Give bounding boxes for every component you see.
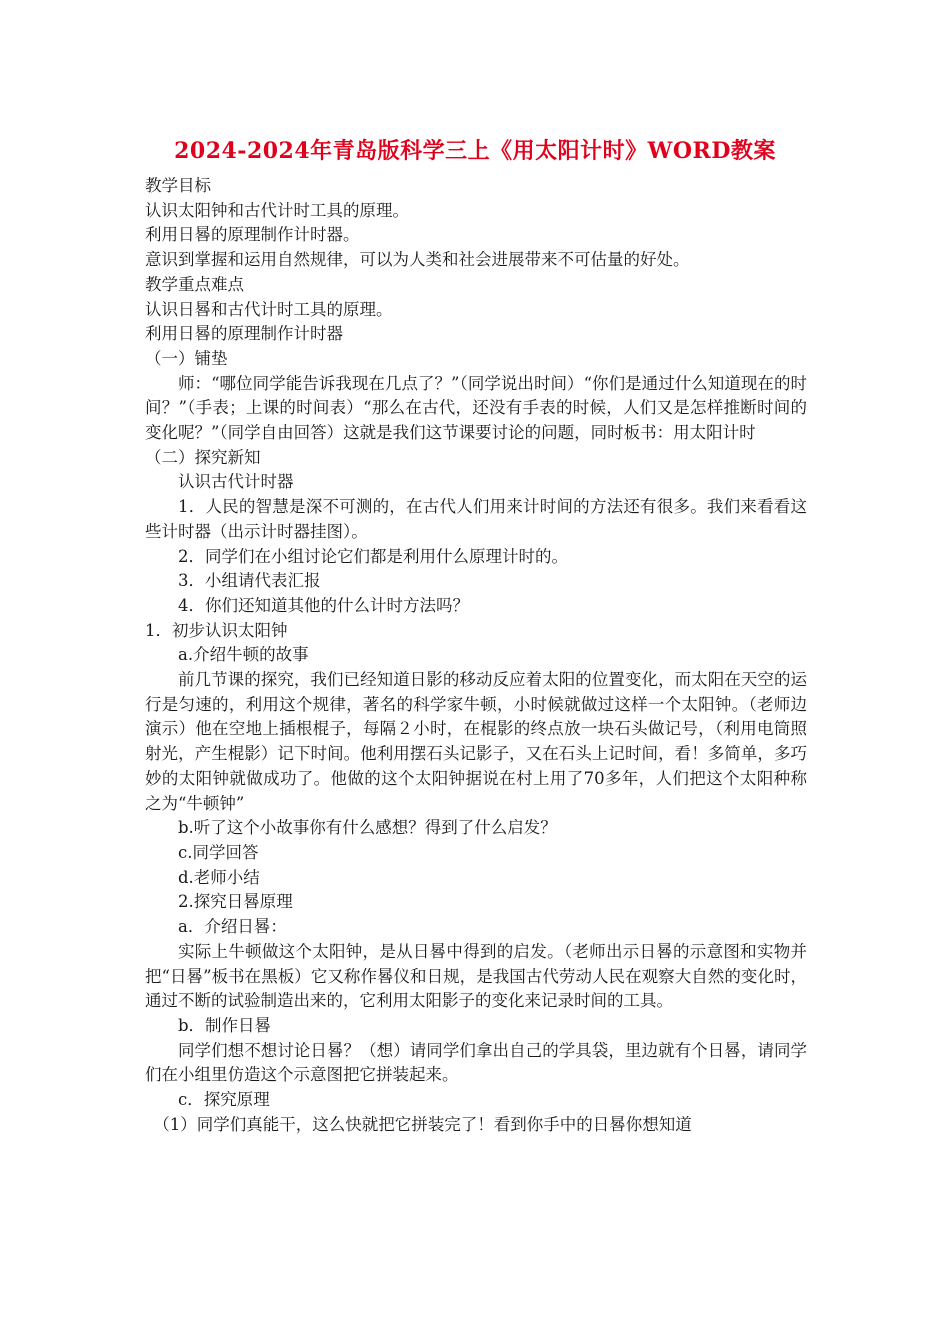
key-point-item: 利用日晷的原理制作计时器 [145,324,343,344]
subsection-heading: 2.探究日晷原理 [178,892,293,912]
paragraph: 实际上牛顿做这个太阳钟，是从日晷中得到的启发。（老师出示日晷的示意图和实物并把“日晷”板书在黑板）它又称作晷仪和日规，是我国古代劳动人民在观察大自然的变化时，通过不断的试验制造出来的，它利用太阳影子的变化来记录时间的工具。 [145,941,807,1011]
heading-teaching-goals: 教学目标 [145,176,211,195]
list-item: c.同学回答 [178,842,259,862]
list-item: b.听了这个小故事你有什么感想？得到了什么启发？ [178,818,557,838]
list-item: 3．小组请代表汇报 [178,571,321,591]
paragraph: 师：“哪位同学能告诉我现在几点了？”（同学说出时间）“你们是通过什么知道现在的时间？”（手表；上课的时间表）“那么在古代，还没有手表的时候，人们又是怎样推断时间的变化呢？”（同学自由回答）这就是我们这节课要讨论的问题，同时板书：用太阳计时 [145,373,807,443]
subsection-heading: 认识古代计时器 [178,472,294,492]
list-item: c．探究原理 [178,1090,270,1110]
heading-key-points: 教学重点难点 [145,274,244,294]
list-item: 4．你们还知道其他的什么计时方法吗？ [178,595,469,615]
list-item: 2．同学们在小组讨论它们都是利用什么原理计时的。 [178,546,568,566]
list-item: b．制作日晷 [178,1015,272,1035]
goal-item: 认识太阳钟和古代计时工具的原理。 [145,200,409,220]
key-point-item: 认识日晷和古代计时工具的原理。 [145,299,393,319]
list-item: a.介绍牛顿的故事 [178,645,309,665]
list-item: 1．人民的智慧是深不可测的，在古代人们用来计时间的方法还有很多。我们来看看这些计时器（出示计时器挂图）。 [145,497,807,541]
list-item: a．介绍日晷： [178,917,287,937]
section-heading: （一）铺垫 [145,348,228,368]
document-body [145,174,807,1137]
goal-item: 意识到掌握和运用自然规律，可以为人类和社会进展带来不可估量的好处。 [145,250,690,270]
paragraph: 前几节课的探究，我们已经知道日影的移动反应着太阳的位置变化，而太阳在天空的运行是匀速的，利用这个规律，著名的科学家牛顿，小时候就做过这样一个太阳钟。（老师边演示）他在空地上插根棍子，每隔２小时，在棍影的终点放一块石头做记号，（利用电筒照射光，产生棍影）记下时间。他利用摆石头记影子，又在石头上记时间，看！多简单，多巧妙的太阳钟就做成功了。他做的这个太阳钟据说在村上用了70多年，人们把这个太阳种称之为“牛顿钟” [145,670,807,813]
list-item: d.老师小结 [178,867,260,887]
section-heading: （二）探究新知 [145,447,261,467]
paragraph: （1）同学们真能干，这么快就把它拼装完了！看到你手中的日晷你想知道 [153,1114,692,1134]
goal-item: 利用日晷的原理制作计时器。 [145,225,360,245]
document-title: 2024-2024年青岛版科学三上《用太阳计时》WORD教案 [174,138,776,164]
subsection-heading: 1．初步认识太阳钟 [145,620,288,640]
paragraph: 同学们想不想讨论日晷？（想）请同学们拿出自己的学具袋，里边就有个日晷，请同学们在小组里仿造这个示意图把它拼装起来。 [145,1040,807,1085]
